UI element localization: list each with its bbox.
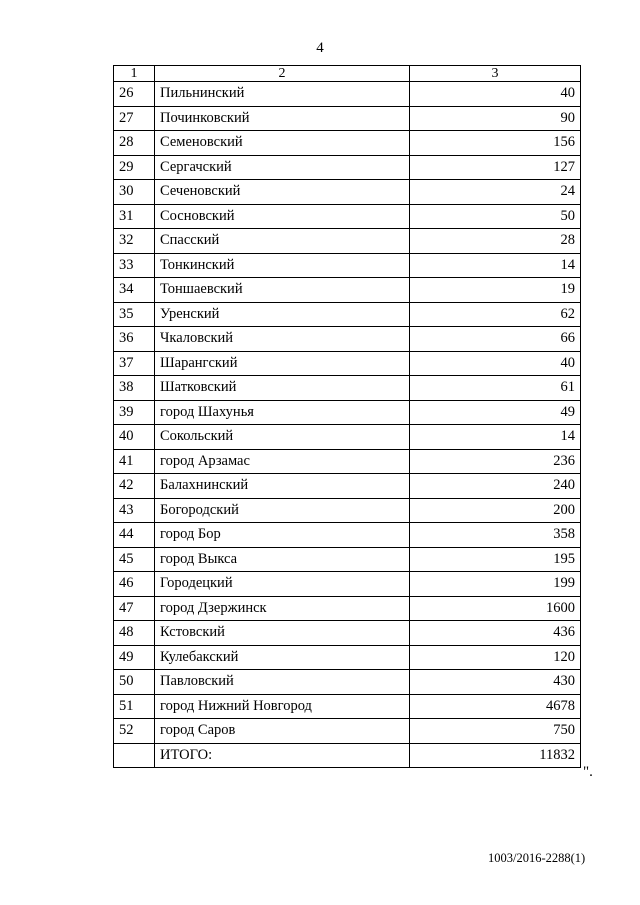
row-value: 62: [410, 302, 581, 327]
district-name: Сокольский: [155, 425, 410, 450]
district-name: Тоншаевский: [155, 278, 410, 303]
district-name: город Саров: [155, 719, 410, 744]
table-row: [114, 376, 581, 401]
total-row: [114, 743, 581, 768]
row-number: 48: [114, 621, 155, 646]
table-row: [114, 229, 581, 254]
row-value: 14: [410, 425, 581, 450]
row-number: 35: [114, 302, 155, 327]
table-row: [114, 351, 581, 376]
row-value: 49: [410, 400, 581, 425]
row-value: 358: [410, 523, 581, 548]
document-code: 1003/2016-2288(1): [488, 851, 586, 865]
table-row: [114, 572, 581, 597]
table-row: [114, 253, 581, 278]
row-value: 236: [410, 449, 581, 474]
table-row: [114, 498, 581, 523]
column-header: 1: [114, 66, 155, 82]
district-name: Починковский: [155, 106, 410, 131]
row-value: 40: [410, 351, 581, 376]
table-row: [114, 155, 581, 180]
table-row: [114, 131, 581, 156]
row-number: 32: [114, 229, 155, 254]
row-number: 50: [114, 670, 155, 695]
district-name: Шатковский: [155, 376, 410, 401]
column-header: 2: [155, 66, 410, 82]
table-row: [114, 425, 581, 450]
table-header-row: [114, 66, 581, 82]
district-name: Богородский: [155, 498, 410, 523]
row-value: 436: [410, 621, 581, 646]
table-row: [114, 449, 581, 474]
row-value: 195: [410, 547, 581, 572]
district-name: Кулебакский: [155, 645, 410, 670]
row-number: 33: [114, 253, 155, 278]
row-value: 66: [410, 327, 581, 352]
district-name: город Бор: [155, 523, 410, 548]
table-row: [114, 180, 581, 205]
row-number: 43: [114, 498, 155, 523]
district-name: Кстовский: [155, 621, 410, 646]
table-row: [114, 327, 581, 352]
row-number: 28: [114, 131, 155, 156]
row-value: 430: [410, 670, 581, 695]
row-number: 30: [114, 180, 155, 205]
district-name: ИТОГО:: [155, 743, 410, 768]
row-number: 44: [114, 523, 155, 548]
row-value: 120: [410, 645, 581, 670]
closing-quote: ".: [583, 764, 593, 780]
row-value: 61: [410, 376, 581, 401]
district-name: Шарангский: [155, 351, 410, 376]
row-value: 240: [410, 474, 581, 499]
district-name: Спасский: [155, 229, 410, 254]
row-number: 34: [114, 278, 155, 303]
row-value: 19: [410, 278, 581, 303]
table-row: [114, 400, 581, 425]
data-table: [113, 65, 581, 768]
row-number: 37: [114, 351, 155, 376]
district-name: Тонкинский: [155, 253, 410, 278]
district-name: Уренский: [155, 302, 410, 327]
row-value: 4678: [410, 694, 581, 719]
row-number: 38: [114, 376, 155, 401]
row-number: 27: [114, 106, 155, 131]
table-row: [114, 204, 581, 229]
district-name: Городецкий: [155, 572, 410, 597]
row-number: 46: [114, 572, 155, 597]
page-number: 4: [316, 40, 324, 56]
table-row: [114, 278, 581, 303]
table-row: [114, 645, 581, 670]
table-row: [114, 82, 581, 107]
row-number: 49: [114, 645, 155, 670]
row-number: 51: [114, 694, 155, 719]
row-value: 50: [410, 204, 581, 229]
row-number: 29: [114, 155, 155, 180]
row-value: 11832: [410, 743, 581, 768]
row-value: 199: [410, 572, 581, 597]
row-value: 1600: [410, 596, 581, 621]
row-number: [114, 743, 155, 768]
table-row: [114, 106, 581, 131]
table-row: [114, 302, 581, 327]
district-name: город Шахунья: [155, 400, 410, 425]
district-name: Чкаловский: [155, 327, 410, 352]
row-value: 156: [410, 131, 581, 156]
district-name: Павловский: [155, 670, 410, 695]
row-value: 14: [410, 253, 581, 278]
district-name: Пильнинский: [155, 82, 410, 107]
table-row: [114, 621, 581, 646]
row-value: 28: [410, 229, 581, 254]
row-number: 26: [114, 82, 155, 107]
row-number: 42: [114, 474, 155, 499]
table-row: [114, 670, 581, 695]
row-number: 36: [114, 327, 155, 352]
row-number: 47: [114, 596, 155, 621]
row-value: 40: [410, 82, 581, 107]
column-header: 3: [410, 66, 581, 82]
row-value: 127: [410, 155, 581, 180]
district-name: Сосновский: [155, 204, 410, 229]
row-value: 200: [410, 498, 581, 523]
district-name: город Арзамас: [155, 449, 410, 474]
row-value: 750: [410, 719, 581, 744]
row-number: 45: [114, 547, 155, 572]
district-name: город Выкса: [155, 547, 410, 572]
district-name: город Нижний Новгород: [155, 694, 410, 719]
table-row: [114, 523, 581, 548]
row-number: 40: [114, 425, 155, 450]
district-name: Сергачский: [155, 155, 410, 180]
district-name: Балахнинский: [155, 474, 410, 499]
table-row: [114, 596, 581, 621]
row-value: 24: [410, 180, 581, 205]
district-name: Семеновский: [155, 131, 410, 156]
table-row: [114, 474, 581, 499]
table-row: [114, 547, 581, 572]
row-number: 39: [114, 400, 155, 425]
district-name: город Дзержинск: [155, 596, 410, 621]
district-name: Сеченовский: [155, 180, 410, 205]
row-number: 52: [114, 719, 155, 744]
table-row: [114, 719, 581, 744]
table-row: [114, 694, 581, 719]
row-value: 90: [410, 106, 581, 131]
row-number: 31: [114, 204, 155, 229]
row-number: 41: [114, 449, 155, 474]
